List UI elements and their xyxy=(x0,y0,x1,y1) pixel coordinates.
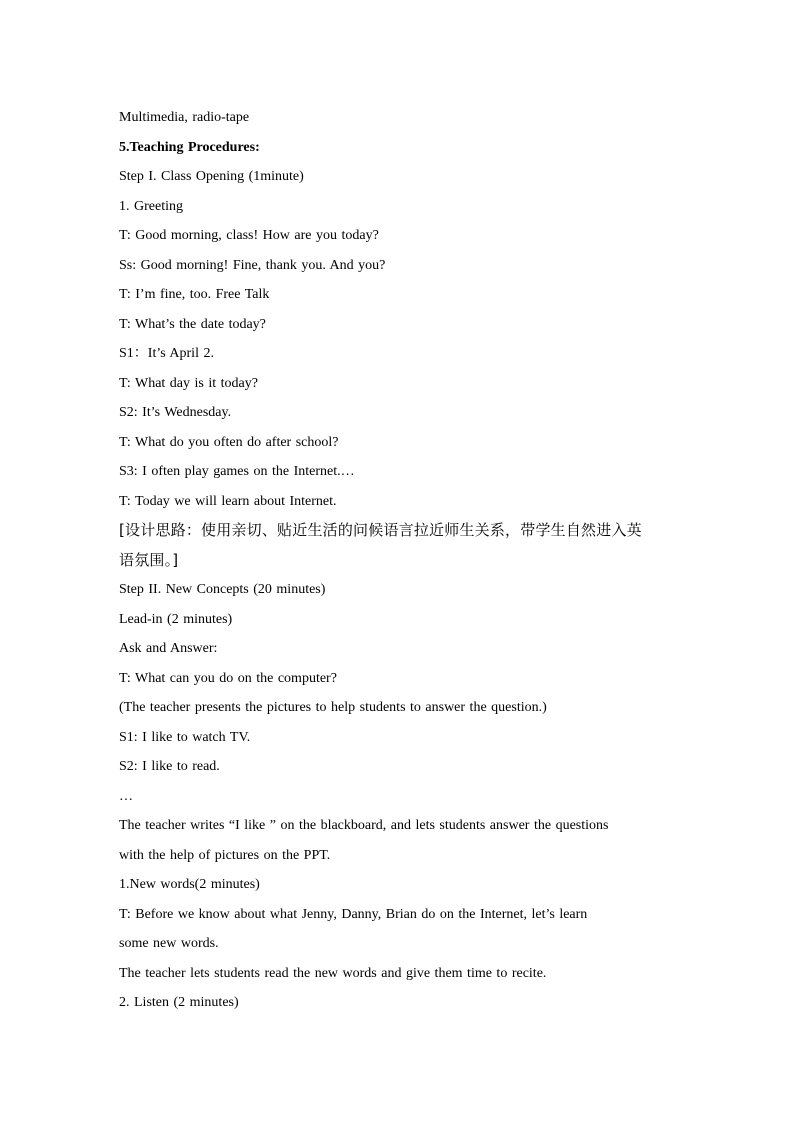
dialogue-line: some new words. xyxy=(119,936,219,951)
sub-heading-greeting: 1. Greeting xyxy=(119,198,183,214)
dialogue-line: T: What’s the date today? xyxy=(119,316,266,332)
instruction-line: The teacher writes “I like ” on the blackboard, and lets students answer the questions xyxy=(119,818,609,833)
dialogue-line: Ss: Good morning! Fine, thank you. And you? xyxy=(119,257,386,273)
dialogue-line: T: What can you do on the computer? xyxy=(119,670,337,686)
ellipsis-line: … xyxy=(119,788,133,804)
dialogue-line: S2: It’s Wednesday. xyxy=(119,405,232,420)
step-heading-class-opening: Step I. Class Opening (1minute) xyxy=(119,169,304,184)
sub-heading-ask-and-answer: Ask and Answer: xyxy=(119,641,218,656)
instruction-line: with the help of pictures on the PPT. xyxy=(119,847,331,863)
sub-heading-new-words: 1.New words(2 minutes) xyxy=(119,877,260,892)
section-heading-teaching-procedures: 5.Teaching Procedures: xyxy=(119,139,260,155)
instruction-line: (The teacher presents the pictures to help students to answer the question.) xyxy=(119,700,547,715)
sub-heading-listen: 2. Listen (2 minutes) xyxy=(119,995,239,1010)
instruction-line: The teacher lets students read the new words and give them time to recite. xyxy=(119,965,547,981)
document-body xyxy=(119,103,679,1018)
materials-line: Multimedia, radio-tape xyxy=(119,110,250,125)
dialogue-line: T: Good morning, class! How are you today? xyxy=(119,228,379,243)
dialogue-line: T: What day is it today? xyxy=(119,375,258,391)
sub-heading-lead-in: Lead-in (2 minutes) xyxy=(119,611,233,627)
design-note-line-2: 语氛围。] xyxy=(119,550,179,569)
dialogue-line: T: Before we know about what Jenny, Danny, Brian do on the Internet, let’s learn xyxy=(119,906,588,922)
dialogue-line: T: I’m fine, too. Free Talk xyxy=(119,287,270,302)
step-heading-new-concepts: Step II. New Concepts (20 minutes) xyxy=(119,582,326,597)
dialogue-line: T: What do you often do after school? xyxy=(119,434,339,450)
dialogue-line: S1：It’s April 2. xyxy=(119,346,214,361)
dialogue-line: S1: I like to watch TV. xyxy=(119,729,251,745)
dialogue-line: T: Today we will learn about Internet. xyxy=(119,493,337,509)
dialogue-line: S2: I like to read. xyxy=(119,759,220,774)
design-note-line-1: [设计思路：使用亲切、贴近生活的问候语言拉近师生关系，带学生自然进入英 xyxy=(119,521,642,539)
dialogue-line: S3: I often play games on the Internet.… xyxy=(119,464,355,479)
